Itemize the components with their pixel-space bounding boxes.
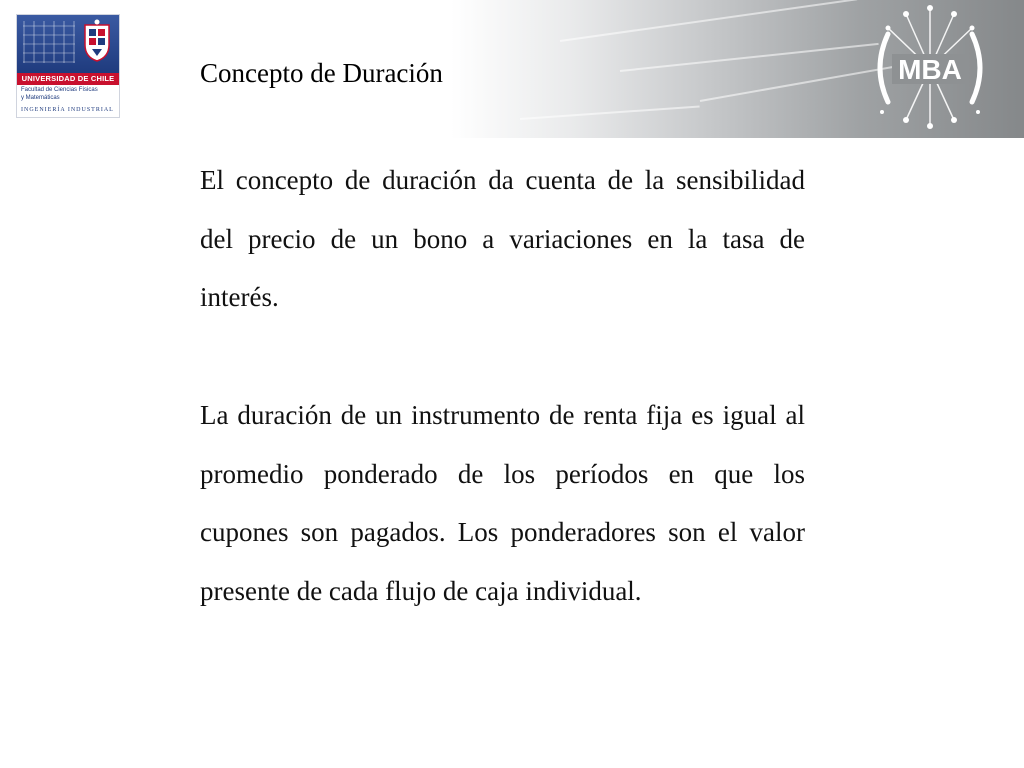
paragraph-definition: El concepto de duración da cuenta de la sensibilidad del precio de un bono a variaciones en la tasa de interés.: [200, 165, 805, 312]
logo-department-text: INGENIERÍA INDUSTRIAL: [21, 107, 114, 113]
mba-logo: [858, 0, 1002, 132]
slide-title: Concepto de Duración: [200, 58, 443, 88]
university-logo: [16, 14, 120, 118]
paragraph-explanation: La duración de un instrumento de renta fija es igual al promedio ponderado de los períodos en que los cupones son pagados. Los ponderadores son el valor presente de cada flujo de caja individual.: [200, 400, 805, 606]
mba-logo-text: MBA: [898, 54, 962, 85]
logo-faculty-text: Facultad de Ciencias Físicas y Matemáticas: [21, 87, 98, 101]
logo-university-name: UNIVERSIDAD DE CHILE: [17, 73, 119, 85]
logo-building-image: [17, 15, 119, 73]
crest-icon: [81, 19, 113, 63]
